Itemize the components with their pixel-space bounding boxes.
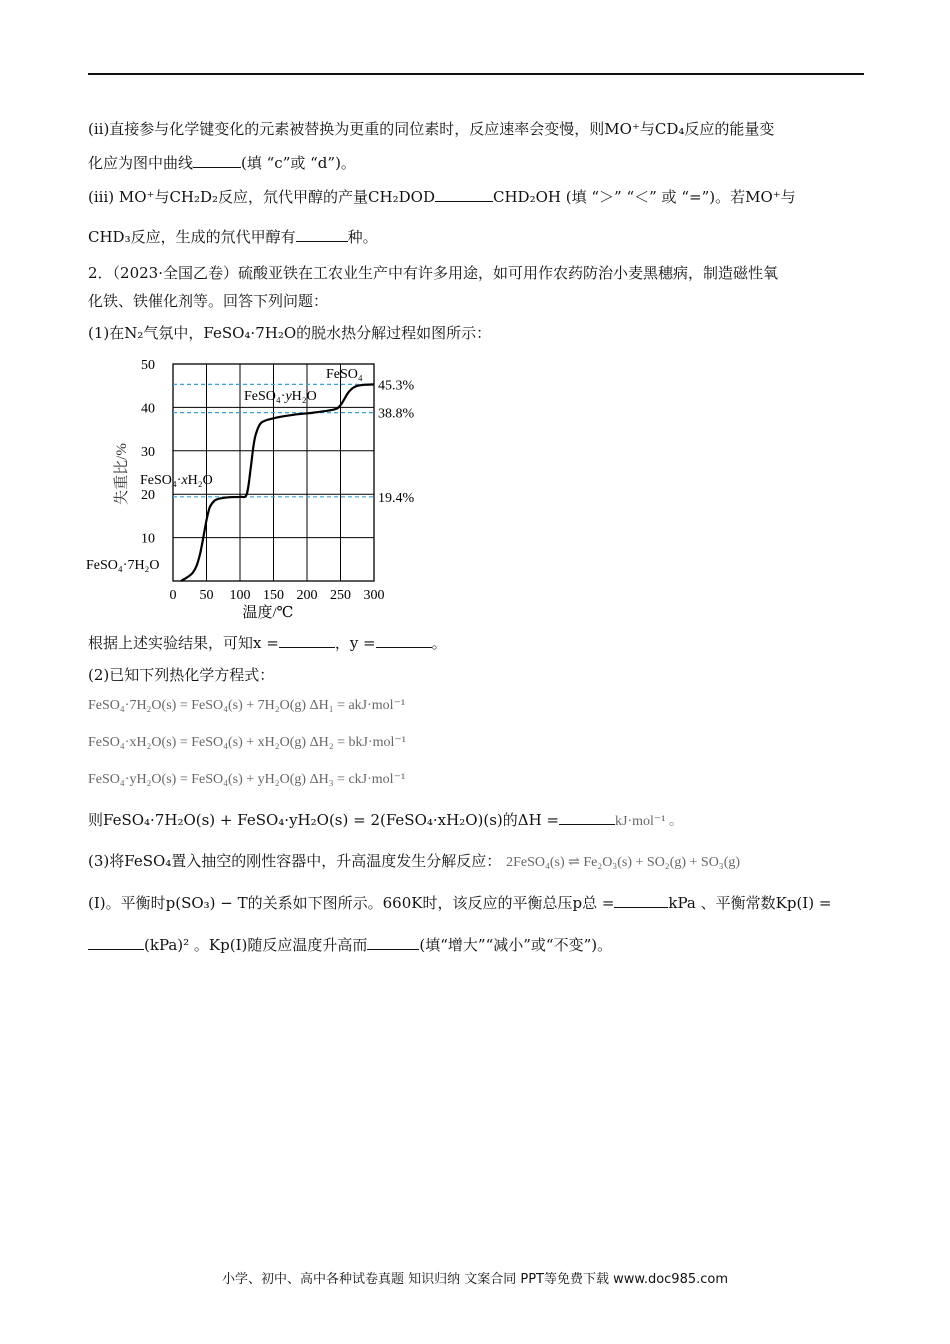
- text-line-xy: 根据上述实验结果，可知x = ，y = 。: [88, 634, 447, 652]
- text-line-kp: (kPa)² 。Kp(I)随反应温度升高而 (填“增大”“减小”或“不变”)。: [88, 934, 612, 956]
- answer-blank-curve[interactable]: [193, 152, 241, 168]
- label-feso4: FeSO₄: [326, 367, 363, 382]
- y-tick-30: 30: [141, 444, 155, 460]
- x-tick-50: 50: [199, 588, 214, 603]
- x-tick-200: 200: [296, 588, 318, 603]
- question-2-part-2: (2)已知下列热化学方程式：: [88, 666, 275, 684]
- text-line-curve: 化应为图中曲线 (填 “c”或 “d”)。: [88, 154, 356, 172]
- answer-blank-x[interactable]: [279, 632, 335, 648]
- text-line-iii: (iii) MO⁺与CH₂D₂反应，氘代甲醇的产量CH₂DOD CHD₂OH (填 “＞” “＜” 或 “=”)。若MO⁺与: [88, 188, 796, 206]
- reference-label-2: 19.4%: [378, 490, 415, 506]
- x-tick-0: 0: [169, 588, 177, 603]
- x-tick-100: 100: [229, 588, 251, 603]
- y-axis-label: 失重比/%: [114, 443, 130, 505]
- label-feso4-yh2o: FeSO₄·yH₂O: [244, 389, 317, 404]
- y-tick-10: 10: [141, 531, 155, 547]
- text-line-equilibrium: (I)。平衡时p(SO₃) − T的关系如下图所示。660K时，该反应的平衡总压p总 = kPa 、平衡常数Kp(I) =: [88, 894, 832, 912]
- question-2-part-3: (3)将FeSO₄置入抽空的刚性容器中，升高温度发生分解反应： 2FeSO₄(s) ⇌ Fe₂O₃(s) + SO₂(g) + SO₃(g): [88, 852, 741, 870]
- equation-2: FeSO₄·xH₂O(s) = FeSO₄(s) + xH₂O(g) ΔH₂ = bkJ·mol⁻¹: [88, 735, 406, 750]
- x-axis-label: 温度/℃: [242, 605, 294, 621]
- header-rule: [88, 73, 864, 75]
- label-feso4-xh2o: FeSO₄·xH₂O: [140, 473, 213, 488]
- y-tick-50: 50: [141, 358, 155, 373]
- dehydration-chart: [80, 352, 440, 624]
- answer-blank-species[interactable]: [296, 226, 348, 242]
- x-tick-150: 150: [263, 588, 284, 603]
- question-2-intro-cont: 化铁、铁催化剂等。回答下列问题：: [88, 292, 329, 310]
- answer-blank-compare[interactable]: [435, 186, 493, 202]
- equation-1: FeSO₄·7H₂O(s) = FeSO₄(s) + 7H₂O(g) ΔH₁ = akJ·mol⁻¹: [88, 698, 406, 713]
- page-footer: 小学、初中、高中各种试卷真题 知识归纳 文案合同 PPT等免费下载 www.doc985.com: [221, 1272, 729, 1287]
- question-2-part-1: (1)在N₂气氛中，FeSO₄·7H₂O的脱水热分解过程如图所示：: [88, 324, 492, 342]
- label-feso4-7h2o: FeSO₄·7H₂O: [86, 558, 160, 573]
- equation-3: FeSO₄·yH₂O(s) = FeSO₄(s) + yH₂O(g) ΔH₃ = ckJ·mol⁻¹: [88, 772, 406, 787]
- text-line-ii: (ii)直接参与化学键变化的元素被替换为更重的同位素时，反应速率会变慢，则MO⁺与CD₄反应的能量变: [88, 120, 775, 138]
- reference-label-0: 45.3%: [378, 378, 415, 394]
- answer-blank-kp-trend[interactable]: [367, 934, 419, 950]
- answer-blank-total-pressure[interactable]: [614, 892, 668, 908]
- reference-label-1: 38.8%: [378, 406, 415, 422]
- y-tick-20: 20: [141, 488, 155, 504]
- text-line-delta-h: 则FeSO₄·7H₂O(s) + FeSO₄·yH₂O(s) = 2(FeSO₄·xH₂O)(s)的ΔH = kJ·mol⁻¹ 。: [88, 811, 684, 829]
- answer-blank-y[interactable]: [376, 632, 432, 648]
- text-line-chd3: CHD₃反应，生成的氘代甲醇有 种。: [88, 228, 378, 246]
- y-tick-40: 40: [141, 401, 155, 417]
- question-2-intro: 2．（2023·全国乙卷）硫酸亚铁在工农业生产中有许多用途，如可用作农药防治小麦黑穗病，制造磁性氧: [88, 264, 778, 282]
- answer-blank-kp[interactable]: [88, 934, 144, 950]
- x-tick-300: 300: [363, 588, 385, 603]
- answer-blank-delta-h[interactable]: [559, 809, 615, 825]
- x-tick-250: 250: [330, 588, 351, 603]
